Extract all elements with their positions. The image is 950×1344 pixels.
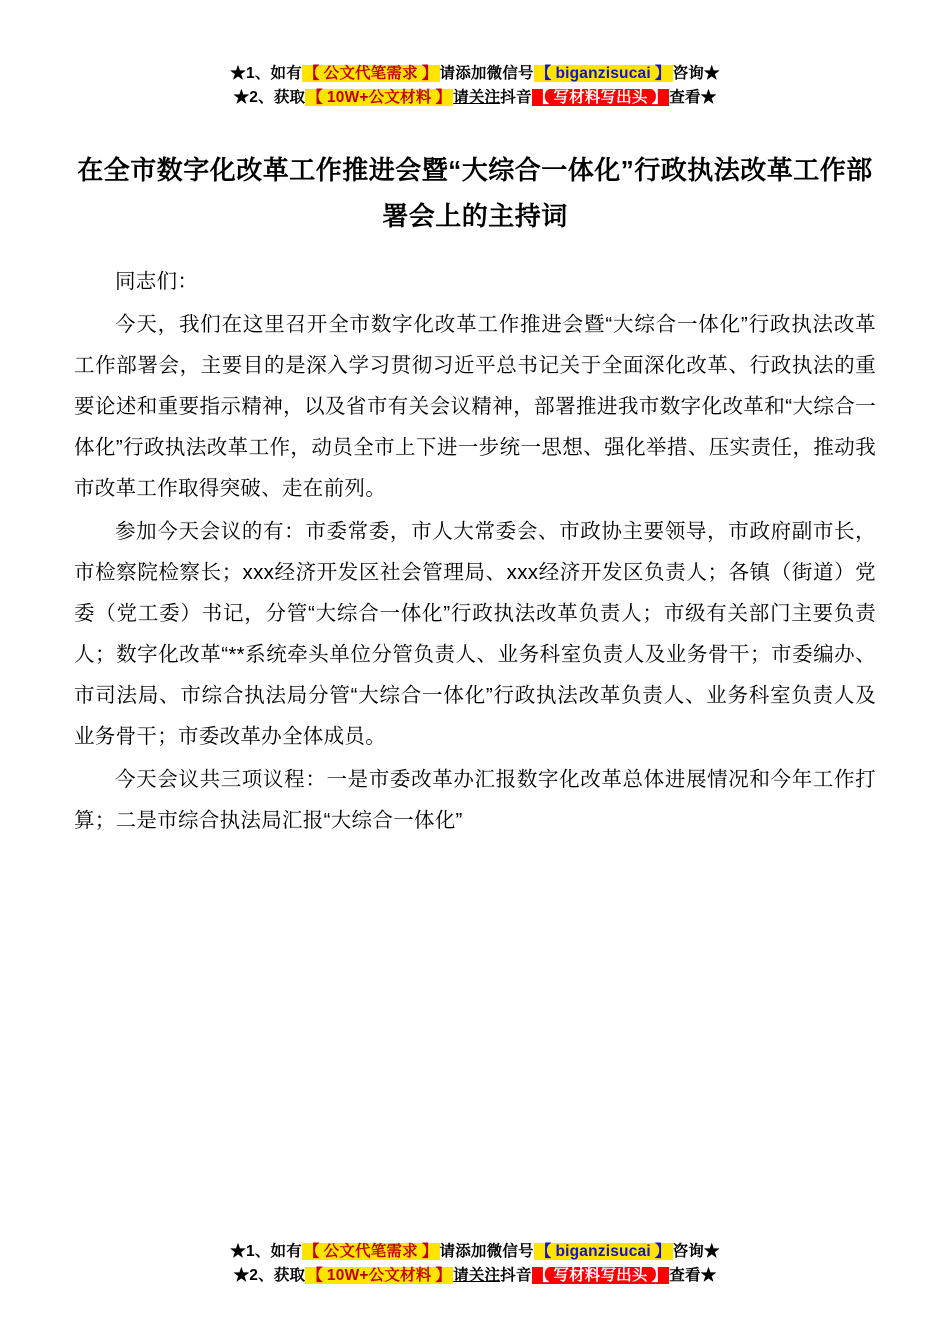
- promo-line2-mid: 抖音: [500, 89, 532, 107]
- promo-line-1-bottom: [0, 1240, 950, 1264]
- promo-line-2-bottom: [0, 1264, 950, 1288]
- promo-line1-bracket2-open-bottom: 【: [535, 1242, 552, 1260]
- promo-line2-bracket-open-bottom: 【: [307, 1266, 323, 1284]
- paragraph-salutation: 同志们：: [115, 270, 199, 294]
- promo-line2-prefix-bottom: 2、获取: [249, 1266, 306, 1284]
- promo-line2-mid-bottom: 抖音: [500, 1266, 532, 1284]
- promo-line2-mid-underline: 请关注: [453, 89, 501, 107]
- promo-star-lead: ★: [230, 65, 246, 82]
- promo-line1-bracket2-close-bottom: 】: [654, 1242, 671, 1260]
- promo-star-lead-bottom: ★: [230, 1242, 246, 1260]
- promo-line2-bracket2-close-bottom: 】: [651, 1266, 668, 1284]
- promo-line1-bracket-close-bottom: 】: [421, 1242, 438, 1260]
- promo-line1-bracket-open: 【: [303, 65, 320, 82]
- promo-star-lead-2: ★: [233, 89, 250, 107]
- paragraph-purpose: 今天，我们在这里召开全市数字化改革工作推进会暨“大综合一体化”行政执法改革工作部署会，主要目的是深入学习贯彻习近平总书记关于全面深化改革、行政执法的重要论述和重要指示精神，以及省市有关会议精神，部署推进我市数字化改革和“大综合一体化”行政执法改革工作，动员全市上下进一步统一思想、强化举措、压实责任，推动我市改革工作取得突破、走在前列。: [74, 313, 876, 501]
- document-body: [74, 261, 876, 843]
- promo-line2-douyin-name: 写材料写出头: [553, 89, 648, 107]
- promo-line2-bracket-open: 【: [307, 89, 323, 107]
- promo-line1-mid: 请添加微信号: [439, 65, 534, 82]
- promo-banner-bottom: [0, 1240, 950, 1288]
- promo-line1-wechat-id-bottom: biganzisucai: [555, 1242, 651, 1260]
- paragraph-agenda: 今天会议共三项议程：一是市委改革办汇报数字化改革总体进展情况和今年工作打算；二是市综合执法局汇报“大综合一体化”: [74, 768, 876, 833]
- promo-line2-bracket-close: 】: [435, 89, 452, 107]
- promo-line2-douyin-name-bottom: 写材料写出头: [553, 1266, 648, 1284]
- promo-line2-prefix: 2、获取: [249, 89, 306, 107]
- promo-line1-wechat-id: biganzisucai: [555, 65, 651, 82]
- promo-star-trail: ★: [703, 65, 720, 82]
- promo-line2-highlight-1: 10W+公文材料: [326, 89, 432, 107]
- document-title: 在全市数字化改革工作推进会暨“大综合一体化”行政执法改革工作部署会上的主持词: [77, 155, 873, 231]
- promo-banner-top: [0, 0, 950, 110]
- promo-line1-suffix-bottom: 咨询: [672, 1242, 704, 1260]
- paragraph-attendees: 参加今天会议的有：市委常委，市人大常委会、市政协主要领导，市政府副市长，市检察院检察长；xxx经济开发区社会管理局、xxx经济开发区负责人；各镇（街道）党委（党工委）书记，分管“大综合一体化”行政执法改革负责人；市级有关部门主要负责人；数字化改革“**系统牵头单位分管负责人、业务科室负责人及业务骨干；市委编办、市司法局、市综合执法局分管“大综合一体化”行政执法改革负责人、业务科室负责人及业务骨干；市委改革办全体成员。: [74, 520, 876, 749]
- promo-line1-mid-bottom: 请添加微信号: [439, 1242, 534, 1260]
- promo-line2-bracket2-open-bottom: 【: [533, 1266, 550, 1284]
- promo-line1-highlight-1-bottom: 公文代笔需求: [323, 1242, 418, 1260]
- promo-line2-suffix: 查看: [669, 89, 701, 107]
- promo-line1-prefix-bottom: 1、如有: [246, 1242, 302, 1260]
- promo-line1-bracket-open-bottom: 【: [303, 1242, 320, 1260]
- promo-line1-suffix: 咨询: [672, 65, 704, 82]
- promo-line2-mid-underline-bottom: 请关注: [453, 1266, 501, 1284]
- promo-star-trail-2: ★: [700, 89, 717, 107]
- promo-line2-bracket-close-bottom: 】: [435, 1266, 452, 1284]
- promo-line1-highlight-1: 公文代笔需求: [323, 65, 418, 82]
- promo-star-lead-2-bottom: ★: [233, 1266, 250, 1284]
- promo-line-1: [0, 62, 950, 86]
- promo-line1-prefix: 1、如有: [246, 65, 302, 82]
- promo-line2-suffix-bottom: 查看: [669, 1266, 701, 1284]
- promo-star-trail-bottom: ★: [703, 1242, 720, 1260]
- promo-line-2: [0, 86, 950, 110]
- promo-star-trail-2-bottom: ★: [700, 1266, 717, 1284]
- promo-line2-bracket2-open: 【: [533, 89, 550, 107]
- promo-line2-bracket2-close: 】: [651, 89, 668, 107]
- promo-line1-bracket-close: 】: [421, 65, 438, 82]
- promo-line1-bracket2-open: 【: [535, 65, 552, 82]
- promo-line1-bracket2-close: 】: [654, 65, 671, 82]
- promo-line2-highlight-1-bottom: 10W+公文材料: [326, 1266, 432, 1284]
